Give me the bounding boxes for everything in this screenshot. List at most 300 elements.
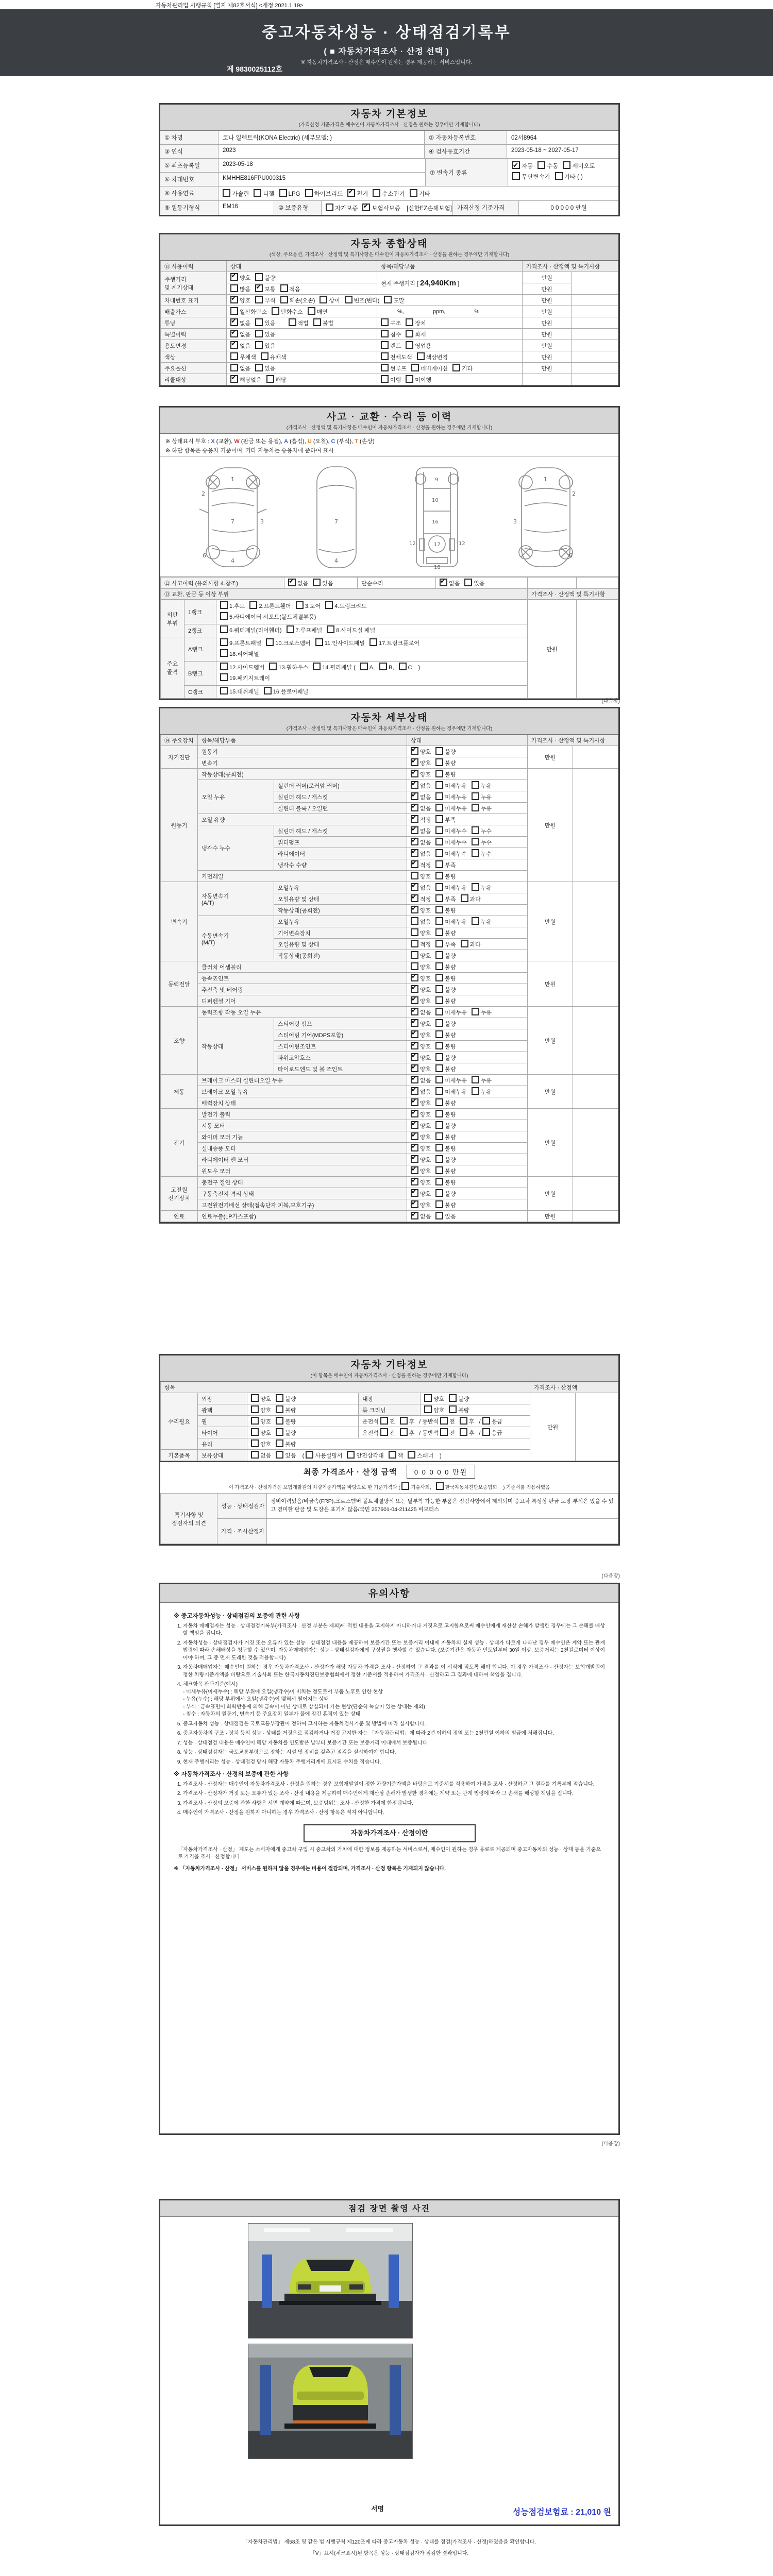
group-label: 기본품목 [161,1450,198,1461]
form-checkbox[interactable] [280,296,288,303]
form-checkbox[interactable] [251,1417,259,1425]
form-checkbox[interactable] [220,687,228,694]
checkbox-label: 없음 [420,794,431,801]
form-checkbox[interactable] [255,284,263,292]
form-checkbox[interactable] [251,1451,259,1459]
checkbox-label: 기타 ( ) [564,174,583,180]
field-label: 가격산정 기준가격 [452,201,518,215]
form-checkbox[interactable] [435,838,443,845]
form-checkbox[interactable] [435,770,443,777]
state-cell [407,871,528,882]
form-checkbox[interactable] [411,792,418,800]
form-checkbox[interactable] [269,663,277,670]
col-header: ⑭ 주요장치 [161,735,198,746]
form-checkbox[interactable] [411,917,418,925]
form-checkbox[interactable] [411,1053,418,1061]
form-checkbox[interactable] [251,1394,259,1402]
form-checkbox[interactable] [411,1098,418,1106]
checkbox-label: 7.루프패널 [295,627,323,634]
form-checkbox[interactable] [435,849,443,857]
form-checkbox[interactable] [276,1428,283,1436]
form-checkbox[interactable] [411,770,418,777]
detail-table [160,735,618,1222]
form-checkbox[interactable] [389,1451,396,1459]
form-checkbox[interactable] [308,307,315,315]
form-checkbox[interactable] [325,601,333,609]
form-checkbox[interactable] [435,1155,443,1163]
form-checkbox[interactable] [369,638,377,646]
form-checkbox[interactable] [381,330,389,337]
form-checkbox[interactable] [272,307,279,315]
checkbox-label: 있음 [264,320,276,327]
form-checkbox[interactable] [264,687,272,694]
form-checkbox[interactable] [449,1405,457,1413]
form-checkbox[interactable] [373,189,380,197]
checkbox-label: 수동 [547,163,559,170]
form-checkbox[interactable] [435,1121,443,1129]
checkbox-label: 영업용 [415,343,432,349]
empty-cell [573,961,618,1007]
form-checkbox[interactable] [411,985,418,993]
form-checkbox[interactable] [435,1200,443,1208]
form-checkbox[interactable] [288,579,296,586]
form-checkbox[interactable] [411,1121,418,1129]
checkbox-label: 미세누유 [445,1010,467,1016]
svg-text:2: 2 [201,490,205,497]
state-cell [407,1177,528,1188]
form-checkbox[interactable] [411,996,418,1004]
form-checkbox[interactable] [410,189,417,197]
form-checkbox[interactable] [276,1439,283,1447]
form-checkbox[interactable] [230,352,238,360]
rank-items [216,624,528,637]
form-checkbox[interactable] [411,826,418,834]
form-checkbox[interactable] [411,894,418,902]
form-checkbox[interactable] [220,601,228,609]
form-checkbox[interactable] [512,172,520,180]
form-checkbox[interactable] [287,625,294,633]
form-checkbox[interactable] [411,962,418,970]
form-checkbox[interactable] [230,307,238,315]
form-checkbox[interactable] [482,1417,490,1425]
form-checkbox[interactable] [411,940,418,947]
form-checkbox[interactable] [435,792,443,800]
form-checkbox[interactable] [411,860,418,868]
form-checkbox[interactable] [424,1405,432,1413]
form-checkbox[interactable] [482,1428,490,1436]
form-checkbox[interactable] [411,1030,418,1038]
item-label: 등속죠인트 [198,973,407,984]
form-checkbox[interactable] [435,974,443,981]
form-checkbox[interactable] [452,364,460,371]
form-checkbox[interactable] [436,1482,444,1490]
checkbox-label: 누유 [480,783,492,789]
form-checkbox[interactable] [380,1417,388,1425]
checkbox-label: 적법 [297,320,309,327]
form-checkbox[interactable] [411,883,418,891]
form-checkbox[interactable] [472,826,479,834]
form-checkbox[interactable] [411,781,418,789]
checkbox-label: 유채색 [270,354,287,361]
form-checkbox[interactable] [380,1428,388,1436]
form-checkbox[interactable] [406,375,413,383]
form-checkbox[interactable] [255,364,263,371]
form-checkbox[interactable] [472,849,479,857]
form-checkbox[interactable] [435,1189,443,1197]
form-checkbox[interactable] [327,625,334,633]
state-cell [421,1404,530,1416]
form-checkbox[interactable] [313,318,321,326]
form-checkbox[interactable] [406,341,413,349]
form-checkbox[interactable] [411,1019,418,1027]
field-label: ⑤ 최초등록일 [160,159,218,172]
checkbox-label: 없음 [420,828,431,835]
detail-row [161,1109,618,1120]
form-checkbox[interactable] [435,1030,443,1038]
form-checkbox[interactable] [230,364,238,371]
form-checkbox[interactable] [411,1200,418,1208]
form-checkbox[interactable] [435,1212,443,1219]
state-symbol: T [355,438,358,445]
row-label: 특별이력 [161,329,227,340]
subitem-label: 오일누유 [274,882,407,893]
form-checkbox[interactable] [230,318,238,326]
form-checkbox[interactable] [220,673,228,681]
state-cell [407,757,528,769]
form-checkbox[interactable] [435,906,443,913]
checkbox-label: 양호 [420,908,431,914]
form-checkbox[interactable] [400,1417,408,1425]
form-checkbox[interactable] [464,579,472,586]
form-checkbox[interactable] [435,781,443,789]
field-label: ③ 연식 [160,145,218,158]
text: / 동반석 [419,1430,441,1436]
form-checkbox[interactable] [472,1008,479,1015]
detail-row [161,1007,618,1018]
form-checkbox[interactable] [411,1178,418,1185]
form-checkbox[interactable] [251,1405,259,1413]
etc-table [160,1382,618,1461]
title-band [0,9,773,76]
form-checkbox[interactable] [266,638,274,646]
form-checkbox[interactable] [435,815,443,823]
form-checkbox[interactable] [381,375,389,383]
form-checkbox[interactable] [435,951,443,959]
form-checkbox[interactable] [280,284,288,292]
state-cell [407,939,528,950]
state-cell [227,329,377,340]
form-checkbox[interactable] [472,1087,479,1095]
form-checkbox[interactable] [472,804,479,811]
form-checkbox[interactable] [435,1098,443,1106]
form-checkbox[interactable] [435,1064,443,1072]
form-checkbox[interactable] [411,1008,418,1015]
form-checkbox[interactable] [435,1053,443,1061]
form-checkbox[interactable] [411,1144,418,1151]
text: [신한EZ손해보험] [405,206,452,212]
state-cell [407,1075,528,1086]
form-checkbox[interactable] [313,663,321,670]
form-checkbox[interactable] [460,1428,467,1436]
form-checkbox[interactable] [537,161,545,169]
checkbox-label: 미세누유 [445,783,467,789]
form-checkbox[interactable] [435,1178,443,1185]
rank-price-header: 가격조사 · 산정액 및 특기사항 [528,589,618,600]
form-checkbox[interactable] [461,894,468,902]
state-cell [407,837,528,848]
form-checkbox[interactable] [230,284,238,292]
empty-cell [572,295,618,306]
opinion-table [160,1493,618,1544]
form-checkbox[interactable] [472,917,479,925]
form-checkbox[interactable] [435,747,443,755]
checkbox-label: 전체도색 [390,354,412,361]
form-checkbox[interactable] [230,375,238,383]
form-checkbox[interactable] [472,883,479,891]
form-checkbox[interactable] [381,352,389,360]
form-checkbox[interactable] [381,318,389,326]
form-checkbox[interactable] [411,951,418,959]
form-checkbox[interactable] [435,826,443,834]
form-checkbox[interactable] [360,663,368,670]
form-checkbox[interactable] [408,1451,415,1459]
form-checkbox[interactable] [279,189,287,197]
form-checkbox[interactable] [411,849,418,857]
checkbox-label: 응급 [491,1430,502,1436]
checkbox-label: 불량 [445,1180,456,1186]
form-checkbox[interactable] [411,974,418,981]
form-checkbox[interactable] [220,649,228,657]
form-checkbox[interactable] [555,172,563,180]
form-checkbox[interactable] [255,273,263,281]
svg-text:1: 1 [230,476,234,483]
form-checkbox[interactable] [255,318,263,326]
form-checkbox[interactable] [435,894,443,902]
form-checkbox[interactable] [381,341,389,349]
form-checkbox[interactable] [220,638,228,646]
form-checkbox[interactable] [255,341,263,349]
form-checkbox[interactable] [347,189,355,197]
form-checkbox[interactable] [435,928,443,936]
summary-row [161,363,618,374]
item-cell [377,340,523,351]
form-checkbox[interactable] [223,189,230,197]
form-checkbox[interactable] [435,1166,443,1174]
form-checkbox[interactable] [345,296,352,303]
form-checkbox[interactable] [220,612,228,620]
form-checkbox[interactable] [435,1087,443,1095]
checkbox-label: 불량 [445,1055,456,1061]
checkbox-label: 적정 [420,817,431,823]
item-label: 시동 모터 [198,1120,407,1131]
form-checkbox[interactable] [249,601,257,609]
checkbox-label: 불량 [445,976,456,982]
price-survey-box-title: 자동차가격조사 · 산정이란 [304,1824,476,1842]
checkbox-label: 미세누유 [445,794,467,801]
form-checkbox[interactable] [411,1155,418,1163]
form-checkbox[interactable] [411,1212,418,1219]
form-checkbox[interactable] [406,318,413,326]
form-checkbox[interactable] [276,1417,283,1425]
checkbox-label: 구조 [390,320,401,327]
form-checkbox[interactable] [461,940,468,947]
form-checkbox[interactable] [230,341,238,349]
form-checkbox[interactable] [472,781,479,789]
form-checkbox[interactable] [411,804,418,811]
price-survey-box-note: ※ 「자동차가격조사 · 산정」 서비스를 원하지 않을 경우에는 비용이 절감되며, 가격조사 · 산정 항목은 기재되지 않습니다. [174,1866,446,1872]
form-checkbox[interactable] [440,1428,448,1436]
form-checkbox[interactable] [255,330,263,337]
form-checkbox[interactable] [230,296,238,303]
notice-item: 4. 체크항목 판단기준(예시) - 미세누유(미세누수) : 해당 부위에 오일(냉각수)이 비치는 정도로서 부품 노후로 인한 현상 - 누유(누수) : 해당 부위에서 오일(냉각수)이 맺혀서 떨어지는 상태 - 부식 : 금속표면이 화학반응에 의해 금속이 아닌 상태로 상실되어 가는 현상(단순히 녹슬어 있는 상태는 제외) - 침수 : 자동차의 원동기, 변속기 등 주요장치 일부가 물에 잠긴 흔적이 있는 상태 [183,1681,605,1719]
group-label: 조향 [161,1007,198,1075]
form-checkbox[interactable] [411,1110,418,1117]
form-checkbox[interactable] [411,838,418,845]
form-checkbox[interactable] [435,940,443,947]
form-checkbox[interactable] [472,838,479,845]
checkbox-label: 17.트렁크플로어 [378,640,420,647]
form-checkbox[interactable] [435,985,443,993]
form-checkbox[interactable] [220,625,228,633]
form-checkbox[interactable] [411,872,418,879]
form-checkbox[interactable] [266,375,274,383]
price-cell: 만원 [528,961,573,1007]
form-checkbox[interactable] [305,189,313,197]
form-checkbox[interactable] [276,1405,283,1413]
state-cell [227,317,377,329]
form-checkbox[interactable] [411,906,418,913]
checkbox-label: 15.대쉬패널 [229,688,259,695]
form-checkbox[interactable] [411,1189,418,1197]
checkbox-label: 불량 [445,953,456,959]
subitem-label: 실린더 헤드 / 개스킷 [274,791,407,803]
checkbox-label: 불량 [445,1168,456,1175]
state-cell [407,1165,528,1177]
row-label: 배출가스 [161,306,227,317]
form-checkbox[interactable] [347,1451,355,1459]
form-checkbox[interactable] [289,318,296,326]
form-checkbox[interactable] [563,161,570,169]
form-checkbox[interactable] [435,872,443,879]
checkbox-label: 후 [468,1419,475,1425]
form-checkbox[interactable] [220,663,228,670]
form-checkbox[interactable] [362,204,370,211]
form-checkbox[interactable] [472,1076,479,1083]
form-checkbox[interactable] [411,1087,418,1095]
form-checkbox[interactable] [435,1144,443,1151]
form-checkbox[interactable] [379,663,387,670]
form-checkbox[interactable] [460,1417,467,1425]
form-checkbox[interactable] [384,296,392,303]
checkbox-label: 양호 [420,987,431,993]
form-checkbox[interactable] [401,1482,409,1490]
form-checkbox[interactable] [251,1439,259,1447]
form-checkbox[interactable] [406,330,413,337]
form-checkbox[interactable] [276,1451,283,1459]
checkbox-label: 있음 [285,1453,296,1459]
form-checkbox[interactable] [435,996,443,1004]
form-checkbox[interactable] [449,1394,457,1402]
form-checkbox[interactable] [251,1428,259,1436]
form-checkbox[interactable] [411,758,418,766]
form-checkbox[interactable] [435,804,443,811]
form-checkbox[interactable] [255,296,263,303]
form-checkbox[interactable] [254,189,261,197]
subitem-label: 라디에이터 [274,848,407,859]
form-checkbox[interactable] [435,883,443,891]
item-label: 작동상태(공회전) [198,769,407,780]
form-checkbox[interactable] [261,352,268,360]
checkbox-label: 무채색 [240,354,256,361]
form-checkbox[interactable] [411,1132,418,1140]
checkbox-label: 양호 [420,1191,431,1197]
form-checkbox[interactable] [411,1166,418,1174]
form-checkbox[interactable] [435,917,443,925]
inspection-photo-front [248,2223,413,2338]
form-checkbox[interactable] [411,364,419,371]
form-checkbox[interactable] [276,1394,283,1402]
form-checkbox[interactable] [230,330,238,337]
form-checkbox[interactable] [435,1008,443,1015]
form-checkbox[interactable] [435,1132,443,1140]
form-checkbox[interactable] [435,1076,443,1083]
form-checkbox[interactable] [440,579,447,586]
form-checkbox[interactable] [306,1451,313,1459]
form-checkbox[interactable] [326,204,333,211]
form-checkbox[interactable] [435,1042,443,1049]
checkbox-label: 많음 [240,286,251,293]
form-checkbox[interactable] [424,1394,432,1402]
form-checkbox[interactable] [435,860,443,868]
form-checkbox[interactable] [411,1042,418,1049]
form-checkbox[interactable] [230,273,238,281]
form-checkbox[interactable] [296,601,304,609]
form-checkbox[interactable] [411,1076,418,1083]
price-select-note: ※ 자동차가격조사 · 산정은 매수인이 원하는 경우 제공하는 서비스입니다. [300,59,473,65]
form-checkbox[interactable] [315,638,323,646]
subitem-label: 스티어링 기어(MDPS포함) [274,1029,407,1041]
empty-cell [573,746,618,769]
form-checkbox[interactable] [399,663,407,670]
state-cell [407,1052,528,1063]
form-checkbox[interactable] [381,364,389,371]
checkbox-label: 보통 [264,286,276,293]
form-checkbox[interactable] [411,1064,418,1072]
form-checkbox[interactable] [435,962,443,970]
checkbox-label: 자가보증 [335,206,358,212]
form-checkbox[interactable] [440,1417,448,1425]
state-cell [227,306,377,317]
form-checkbox[interactable] [512,161,520,169]
subitem-label: 실린더 블록 / 오일팬 [274,803,407,814]
form-checkbox[interactable] [411,747,418,755]
form-checkbox[interactable] [411,928,418,936]
form-checkbox[interactable] [313,579,321,586]
simple-repair-checks [436,578,528,589]
checkbox-label: 부족 [445,942,456,948]
document-serial: 제 9830025112호 [227,65,283,73]
form-checkbox[interactable] [417,352,425,360]
form-checkbox[interactable] [435,1110,443,1117]
form-checkbox[interactable] [435,758,443,766]
form-checkbox[interactable] [472,792,479,800]
form-checkbox[interactable] [320,296,327,303]
rank-label: A랭크 [184,637,216,662]
form-checkbox[interactable] [435,1019,443,1027]
form-checkbox[interactable] [411,815,418,823]
summary-row [161,374,618,385]
form-checkbox[interactable] [400,1428,408,1436]
